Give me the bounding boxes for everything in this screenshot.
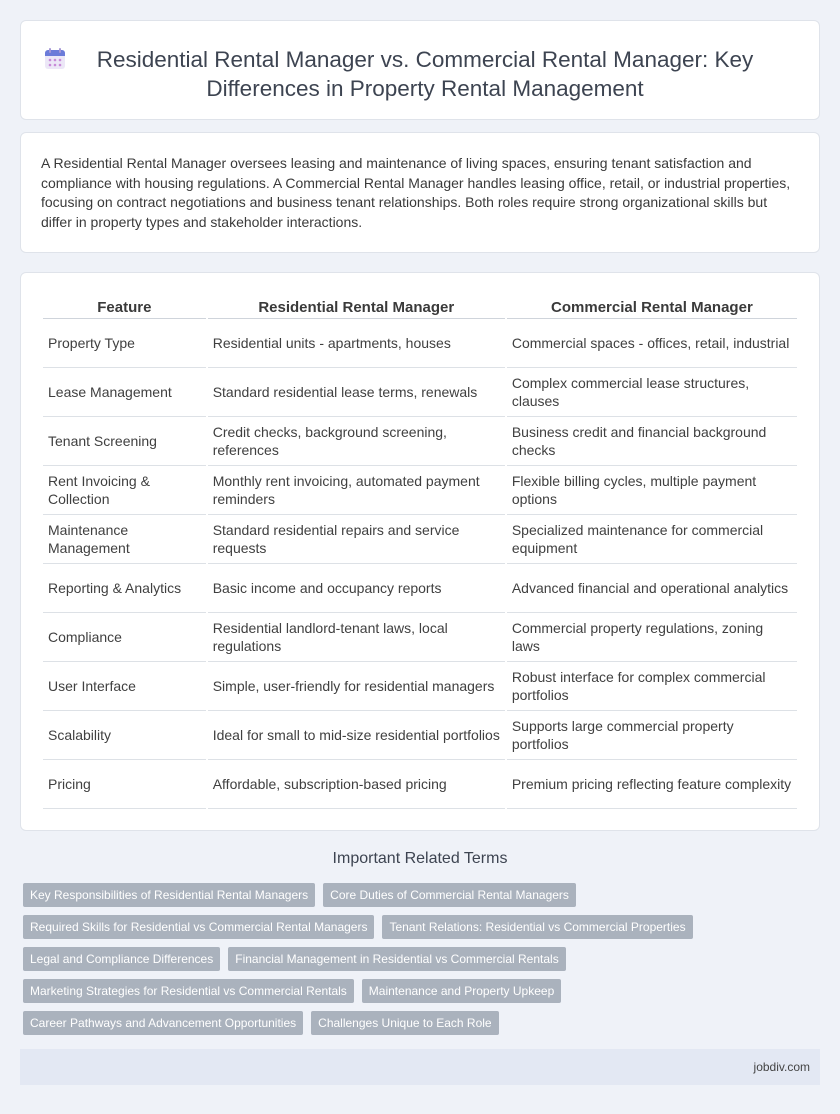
table-row <box>43 319 797 368</box>
table-row <box>43 760 797 809</box>
cell-feature: Rent Invoicing & Collection <box>43 466 206 515</box>
table-row <box>43 564 797 613</box>
table-row <box>43 417 797 466</box>
title-card <box>20 20 820 120</box>
table-row <box>43 515 797 564</box>
cell-residential: Simple, user-friendly for residential managers <box>208 662 505 711</box>
cell-feature: Scalability <box>43 711 206 760</box>
header-feature: Feature <box>43 297 206 319</box>
table-row <box>43 613 797 662</box>
tag-row <box>23 979 723 1003</box>
cell-residential: Basic income and occupancy reports <box>208 564 505 613</box>
comparison-card <box>20 272 820 831</box>
table-row <box>43 711 797 760</box>
related-term-tag[interactable]: Maintenance and Property Upkeep <box>362 979 561 1003</box>
table-row <box>43 368 797 417</box>
cell-feature: User Interface <box>43 662 206 711</box>
cell-residential: Standard residential repairs and service requests <box>208 515 505 564</box>
cell-feature: Reporting & Analytics <box>43 564 206 613</box>
table-row <box>43 662 797 711</box>
tag-row <box>23 915 723 939</box>
intro-card <box>20 132 820 253</box>
header-commercial: Commercial Rental Manager <box>507 297 797 319</box>
cell-commercial: Commercial spaces - offices, retail, industrial <box>507 319 797 368</box>
cell-residential: Credit checks, background screening, references <box>208 417 505 466</box>
page-title: Residential Rental Manager vs. Commercial Rental Manager: Key Differences in Property Rental Management <box>96 47 754 101</box>
cell-residential: Residential units - apartments, houses <box>208 319 505 368</box>
related-term-tag[interactable]: Tenant Relations: Residential vs Commercial Properties <box>382 915 692 939</box>
related-term-tag[interactable]: Required Skills for Residential vs Commercial Rental Managers <box>23 915 374 939</box>
related-terms-title: Important Related Terms <box>332 850 508 867</box>
cell-residential: Standard residential lease terms, renewals <box>208 368 505 417</box>
tag-row <box>23 947 723 971</box>
cell-commercial: Advanced financial and operational analytics <box>507 564 797 613</box>
footer <box>20 1049 820 1085</box>
related-term-tag[interactable]: Career Pathways and Advancement Opportunities <box>23 1011 303 1035</box>
related-term-tag[interactable]: Challenges Unique to Each Role <box>311 1011 498 1035</box>
tag-row <box>23 883 723 907</box>
footer-site[interactable]: jobdiv.com <box>753 1060 810 1074</box>
related-term-tag[interactable]: Marketing Strategies for Residential vs Commercial Rentals <box>23 979 354 1003</box>
cell-commercial: Premium pricing reflecting feature complexity <box>507 760 797 809</box>
related-term-tag[interactable]: Financial Management in Residential vs Commercial Rentals <box>228 947 565 971</box>
cell-residential: Affordable, subscription-based pricing <box>208 760 505 809</box>
related-term-tag[interactable]: Core Duties of Commercial Rental Managers <box>323 883 576 907</box>
cell-feature: Pricing <box>43 760 206 809</box>
cell-feature: Lease Management <box>43 368 206 417</box>
cell-feature: Compliance <box>43 613 206 662</box>
cell-residential: Residential landlord-tenant laws, local regulations <box>208 613 505 662</box>
cell-commercial: Robust interface for complex commercial portfolios <box>507 662 797 711</box>
related-term-tag[interactable]: Legal and Compliance Differences <box>23 947 220 971</box>
cell-feature: Property Type <box>43 319 206 368</box>
cell-commercial: Supports large commercial property portfolios <box>507 711 797 760</box>
cell-commercial: Flexible billing cycles, multiple payment options <box>507 466 797 515</box>
cell-commercial: Business credit and financial background checks <box>507 417 797 466</box>
comparison-table <box>41 297 799 809</box>
table-header-row <box>43 297 797 319</box>
cell-commercial: Complex commercial lease structures, clauses <box>507 368 797 417</box>
related-terms-list <box>23 883 723 1043</box>
related-term-tag[interactable]: Key Responsibilities of Residential Rental Managers <box>23 883 315 907</box>
cell-residential: Ideal for small to mid-size residential portfolios <box>208 711 505 760</box>
cell-feature: Tenant Screening <box>43 417 206 466</box>
cell-residential: Monthly rent invoicing, automated payment reminders <box>208 466 505 515</box>
table-row <box>43 466 797 515</box>
header-residential: Residential Rental Manager <box>208 297 505 319</box>
cell-commercial: Commercial property regulations, zoning laws <box>507 613 797 662</box>
intro-paragraph: A Residential Rental Manager oversees leasing and maintenance of living spaces, ensuring tenant satisfaction and compliance with housing regulations. A Commercial Rental Manager handles leasing office, retail, or industrial properties, focusing on contract negotiations and business tenant relationships. Both roles require strong organizational skills but differ in property types and stakeholder interactions. <box>41 155 791 230</box>
cell-feature: Maintenance Management <box>43 515 206 564</box>
tag-row <box>23 1011 723 1035</box>
cell-commercial: Specialized maintenance for commercial equipment <box>507 515 797 564</box>
